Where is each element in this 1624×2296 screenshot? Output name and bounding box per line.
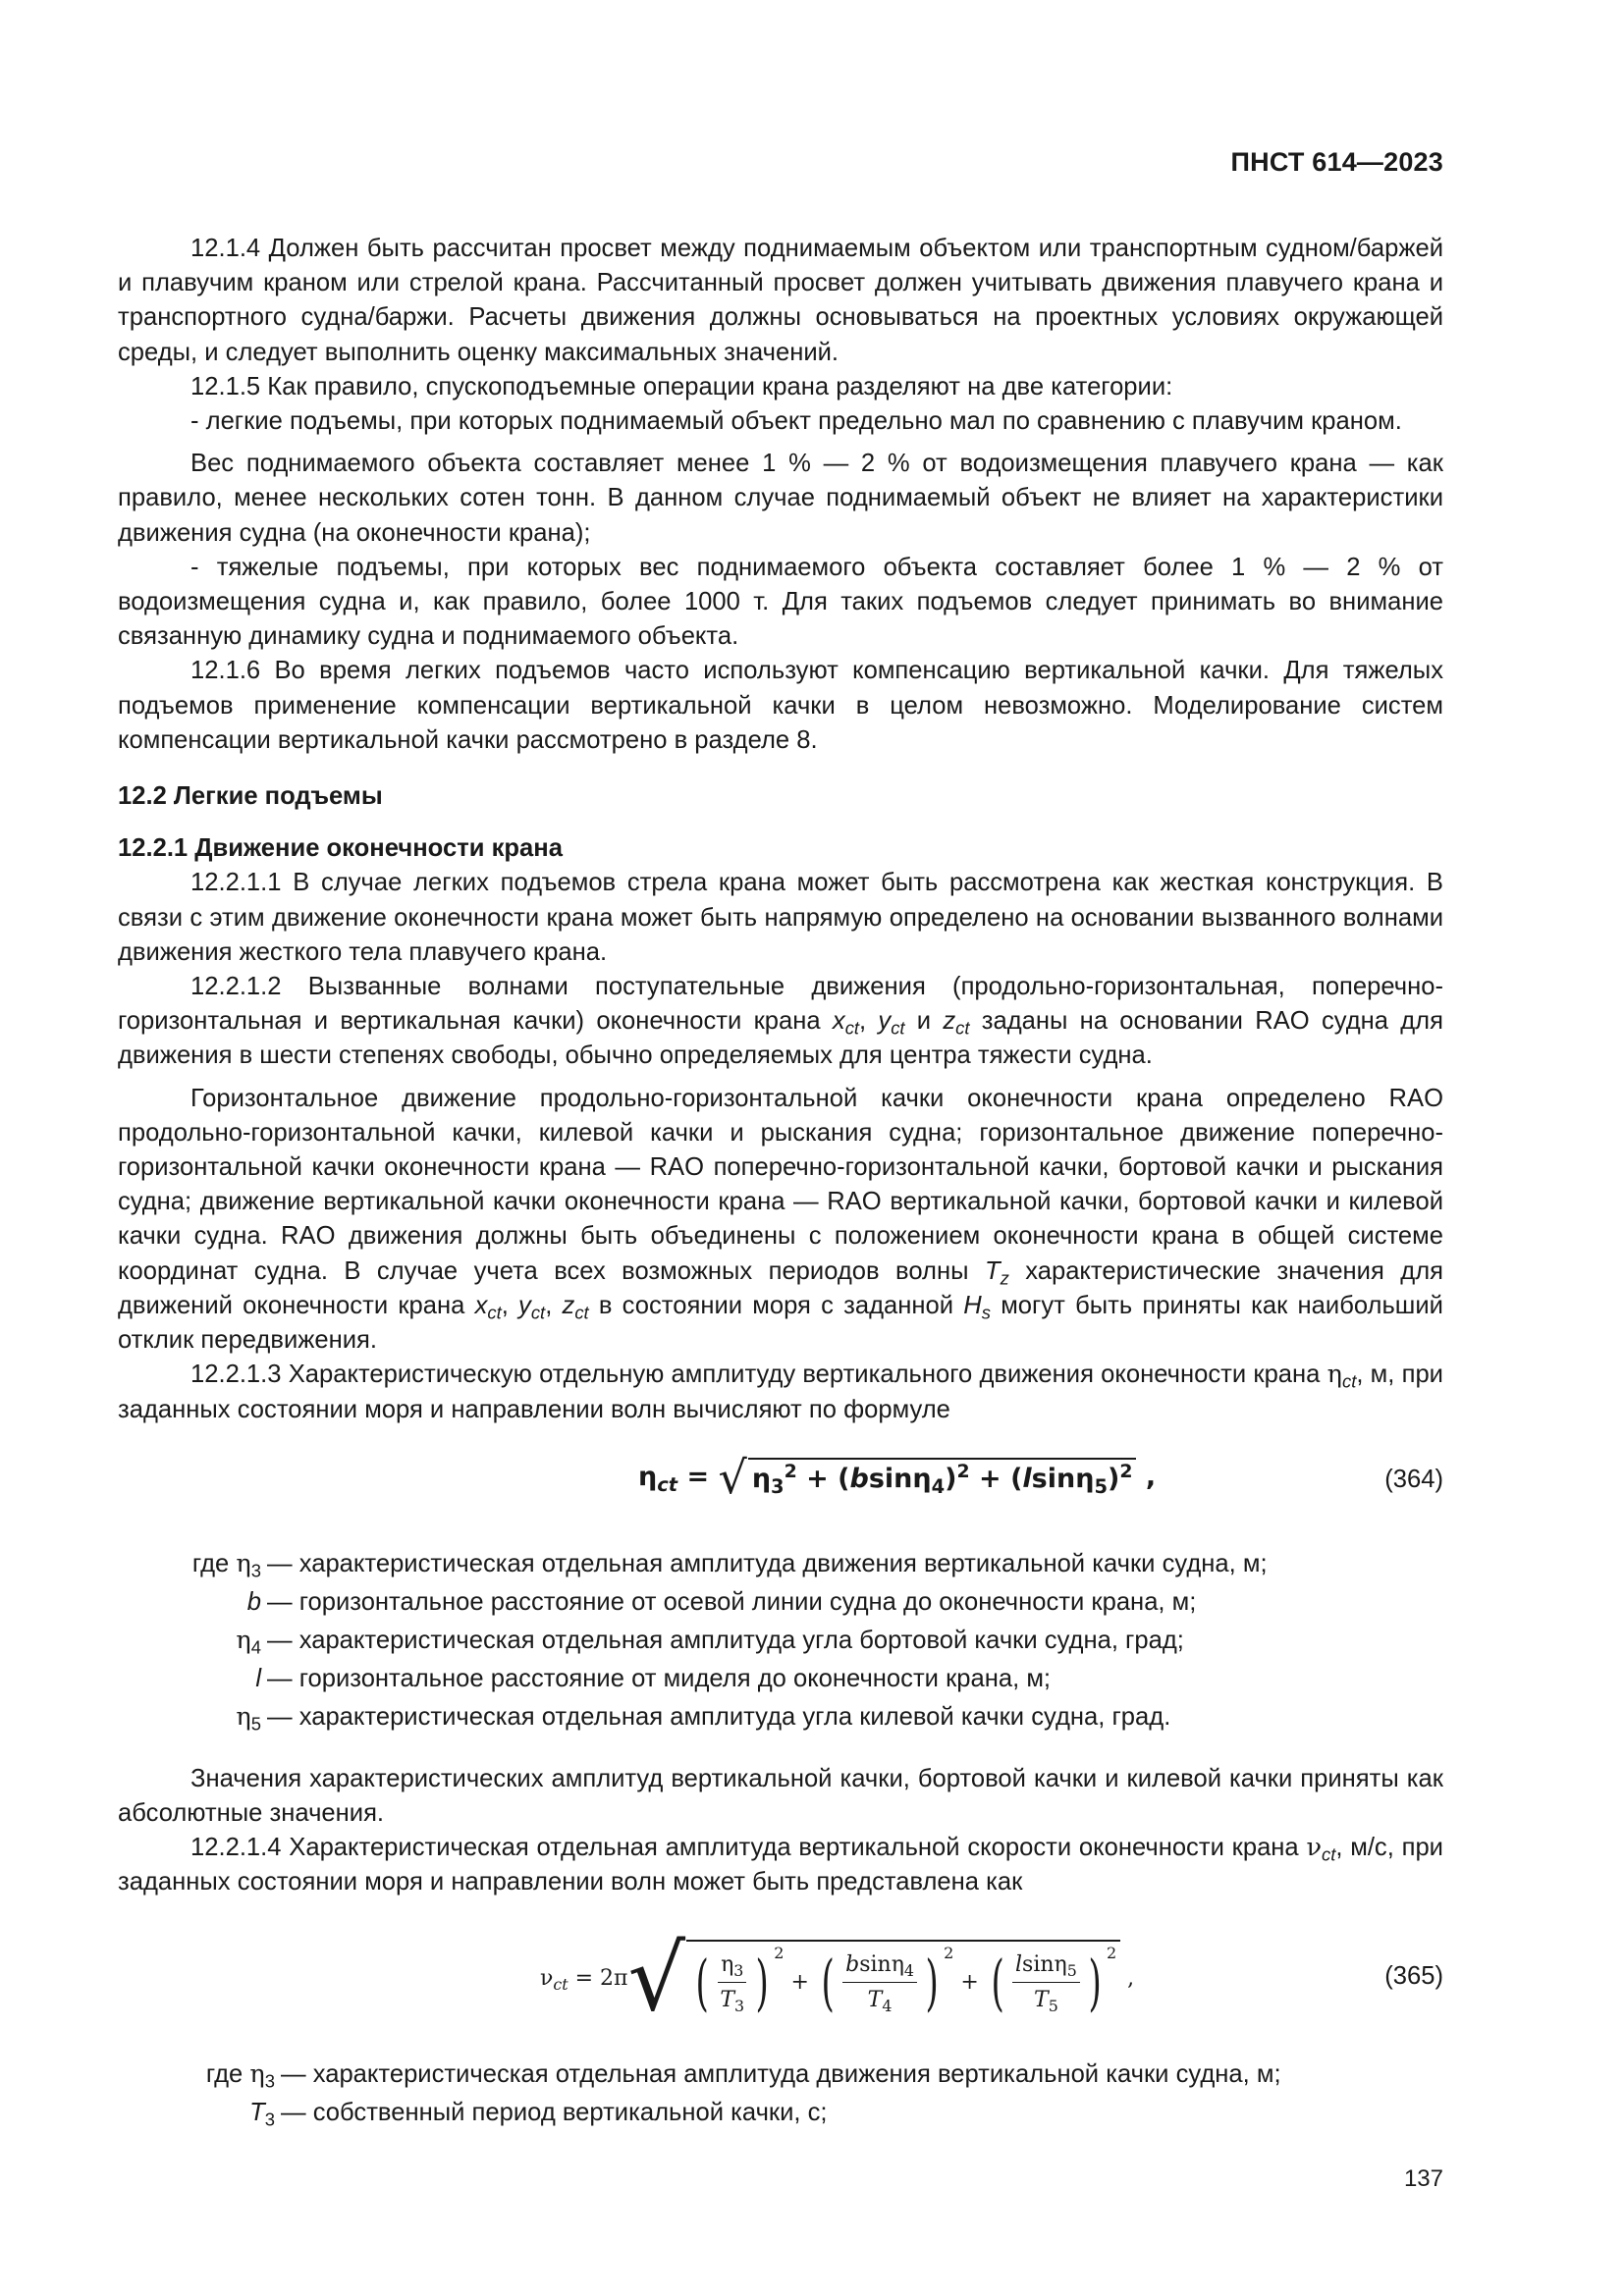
paragraph: 12.2.1.3 Характеристическую отдельную амплитуду вертикального движения оконечности крана $\eta_{ct}$, м, при заданных состоянии моря и направлении волн вычисляют по формуле: [118, 1360, 1443, 1423]
where-prefix: где: [191, 1549, 230, 1577]
formula-365-expression: $\nu_{ct} = 2\pi$ √ ( $\frac{\eta_3}{T_3}$ ) $^2$ + ( $\frac{bsin\eta_4}{T_4}$ ) $^2$ + ( $\frac{lsin\eta_5}{T_5}$ ) $^2$ ,: [540, 1925, 1135, 2031]
section-heading: 12.2 Легкие подъемы: [118, 782, 383, 811]
where-item: $\eta_4$ — характеристическая отдельная амплитуда угла бортовой качки судна, град;: [118, 1622, 1443, 1660]
paragraph: 12.2.1.2 Вызванные волнами поступательные движения (продольно-горизонтальная, поперечно-горизонтальная и вертикальная качки) оконечности крана $x_{ct}$, $y_{ct}$ и $z_{ct}$ заданы на основании RAO судна для движения в шести степенях свободы, обычно определяемых для центра тяжести судна.: [118, 973, 1443, 1070]
list-item: - тяжелые подъемы, при которых вес поднимаемого объекта составляет более 1 % — 2 % от водоизмещения судна и, как правило, более 1000 т. Для таких подъемов следует принимать во внимание связанную динамику судна и поднимаемого объекта.: [118, 553, 1443, 651]
paragraph: 12.1.4 Должен быть рассчитан просвет между поднимаемым объектом или транспортным судном/баржей и плавучим краном или стрелой крана. Рассчитанный просвет должен учитывать движения плавучего крана и транспортного судна/баржи. Расчеты движения должны основываться на проектных условиях окружающей среды, и следует выполнить оценку максимальных значений.: [118, 235, 1443, 366]
where-description: — характеристическая отдельная амплитуда движения вертикальной качки судна, м;: [281, 2059, 1281, 2088]
paragraph-text: , м, при заданных состоянии моря и направлении волн вычисляют по формуле: [118, 1361, 1443, 1423]
where-list-365: [118, 2056, 1443, 2132]
paragraph-text: 12.2.1.4 Характеристическая отдельная амплитуда вертикальной скорости оконечности крана: [190, 1834, 1299, 1862]
where-description: — характеристическая отдельная амплитуда движения вертикальной качки судна, м;: [267, 1549, 1268, 1577]
page-number: 137: [1403, 2165, 1443, 2192]
where-description: — горизонтальное расстояние от осевой линии судна до оконечности крана, м;: [267, 1587, 1197, 1616]
paragraph: 12.2.1.4 Характеристическая отдельная амплитуда вертикальной скорости оконечности крана $\nu_{ct}$, м/с, при заданных состоянии моря и направлении волн может быть представлена как: [118, 1833, 1443, 1896]
paragraph: 12.2.1.1 В случае легких подъемов стрела крана может быть рассмотрена как жесткая конструкция. В связи с этим движение оконечности крана может быть напрямую определено на основании вызванного волнами движения жесткого тела плавучего крана.: [118, 869, 1443, 966]
formula-number: (364): [1384, 1465, 1443, 1493]
where-description: — характеристическая отдельная амплитуда угла килевой качки судна, град.: [267, 1702, 1171, 1731]
paragraph: Горизонтальное движение продольно-горизонтальной качки оконечности крана определено RAO продольно-горизонтальной качки, килевой качки и рыскания судна; горизонтальное движение поперечно-горизонтальной качки оконечности крана — RAO поперечно-горизонтальной качки, бортовой качки и рыскания судна; движение вертикальной качки оконечности крана — RAO вертикальной качки, бортовой качки и килевой качки судна. RAO движения должны быть объединены с положением оконечности крана в общей системе координат судна. В случае учета всех возможных периодов волны $T_z$ характеристические значения для движений оконечности крана $x_{ct}$, $y_{ct}$, $z_{ct}$ в состоянии моря с заданной $H_s$ могут быть приняты как наибольший отклик передвижения.: [118, 1084, 1443, 1355]
paragraph: 12.1.5 Как правило, спускоподъемные операции крана разделяют на две категории:: [190, 372, 1173, 400]
list-item: - легкие подъемы, при которых поднимаемый объект предельно мал по сравнению с плавучим краном.: [190, 407, 1402, 436]
where-item: $T_3$ — собственный период вертикальной качки, с;: [118, 2094, 1443, 2132]
document-body: [118, 232, 1443, 2132]
paragraph-text: 12.2.1.3 Характеристическую отдельную амплитуду вертикального движения оконечности крана: [190, 1361, 1321, 1389]
paragraph-text: могут быть приняты как наибольший отклик передвижения.: [118, 1291, 1443, 1355]
document-id: ПНСТ 614—2023: [1230, 147, 1443, 177]
where-item: где $\eta_3$ — характеристическая отдельная амплитуда движения вертикальной качки судна, м;: [118, 2056, 1443, 2094]
where-prefix: где: [205, 2059, 244, 2088]
paragraph: Вес поднимаемого объекта составляет менее 1 % — 2 % от водоизмещения плавучего крана — как правило, менее нескольких сотен тонн. В данном случае поднимаемый объект не влияет на характеристики движения судна (на оконечности крана);: [118, 450, 1443, 547]
where-item: l — горизонтальное расстояние от миделя до оконечности крана, м;: [118, 1660, 1443, 1698]
paragraph-text: Горизонтальное движение продольно-горизонтальной качки оконечности крана определено RAO продольно-горизонтальной качки, килевой качки и рыскания судна; горизонтальное движение поперечно-горизонтальной качки оконечности крана — RAO поперечно-горизонтальной качки, бортовой качки и рыскания судна; движение вертикальной качки оконечности крана — RAO вертикальной качки, бортовой качки и килевой качки судна. RAO движения должны быть объединены с положением оконечности крана в общей системе координат судна. В случае учета всех возможных периодов волны: [118, 1084, 1443, 1285]
paragraph: Значения характеристических амплитуд вертикальной качки, бортовой качки и килевой качки приняты как абсолютные значения.: [118, 1764, 1443, 1827]
formula-number: (365): [1384, 1961, 1443, 1990]
where-description: — собственный период вертикальной качки, с;: [281, 2098, 828, 2126]
paragraph-text: м/с, при заданных состоянии моря и направлении волн может быть представлена как: [118, 1834, 1443, 1896]
paragraph-text: 12.2.1.2 Вызванные волнами поступательные движения (продольно-горизонтальная, поперечно-горизонтальная и вертикальная качки) оконечности крана: [118, 973, 1443, 1036]
paragraph-text: в состоянии моря с заданной: [598, 1291, 954, 1319]
formula-365: [118, 1920, 1443, 2042]
where-item: b — горизонтальное расстояние от осевой линии судна до оконечности крана, м;: [118, 1583, 1443, 1622]
where-description: — горизонтальное расстояние от миделя до оконечности крана, м;: [267, 1664, 1052, 1692]
paragraph: 12.1.6 Во время легких подъемов часто используют компенсацию вертикальной качки. Для тяжелых подъемов применение компенсации вертикальной качки в целом невозможно. Моделирование систем компенсации вертикальной качки рассмотрено в разделе 8.: [118, 657, 1443, 754]
where-list-364: [118, 1545, 1443, 1736]
where-description: — характеристическая отдельная амплитуда угла бортовой качки судна, град;: [267, 1626, 1184, 1654]
where-item: где $\eta_3$ — характеристическая отдельная амплитуда движения вертикальной качки судна, м;: [118, 1545, 1443, 1583]
formula-364-expression: $\eta_{ct}$ = √ $\eta_3^2 + (bsin\eta_4)^2 + (lsin\eta_5)^2$ ,: [638, 1450, 1157, 1504]
where-item: $\eta_5$ — характеристическая отдельная амплитуда угла килевой качки судна, град.: [118, 1698, 1443, 1736]
subsection-heading: 12.2.1 Движение оконечности крана: [118, 834, 563, 863]
paragraph-text: характеристические значения для движений оконечности крана: [118, 1256, 1443, 1319]
formula-364: [118, 1449, 1443, 1531]
paragraph-text: заданы на основании RAO судна для движения в шести степенях свободы, обычно определяемых для центра тяжести судна.: [118, 1007, 1443, 1070]
